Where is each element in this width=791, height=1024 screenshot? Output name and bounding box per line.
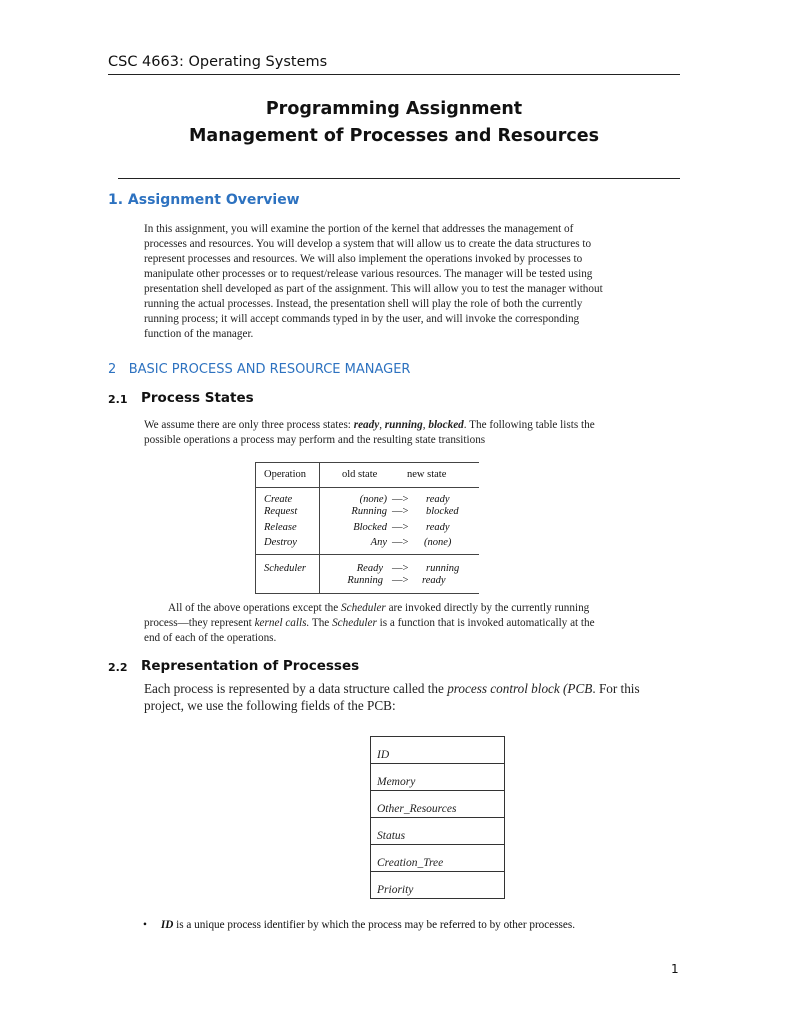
assignment-subtitle: Management of Processes and Resources	[189, 126, 599, 146]
table-column-divider	[319, 463, 320, 593]
table-header-divider	[256, 487, 479, 488]
body-line: running process; it will accept commands typed in by the user, and will invoke the corresponding	[144, 313, 580, 325]
table-row	[371, 818, 504, 845]
pcb-term: process control block (PCB	[447, 681, 593, 696]
old-state-cell: Running	[351, 506, 387, 517]
id-term: ID	[160, 919, 174, 931]
new-state-cell: ready	[426, 494, 450, 505]
new-state-cell: ready	[426, 522, 450, 533]
body-line: function of the manager.	[144, 328, 254, 340]
body-line: presentation shell developed as part of the assignment. This will allow you to test the manager without	[144, 283, 603, 295]
operations-note: All of the above operations except the Scheduler are invoked directly by the currently running process—they represent kernel calls. The Scheduler is a function that is invoked automatically at the end of each of the operations.	[144, 602, 595, 644]
old-state-cell: Running	[347, 575, 383, 586]
table-row	[371, 764, 504, 791]
state-running: running	[384, 419, 423, 431]
subsection-2-1-heading: Process States	[141, 390, 254, 406]
id-bullet	[143, 919, 575, 931]
header-old-state: old state	[342, 469, 378, 480]
old-state-cell: Ready	[356, 563, 383, 574]
old-state-cell: Blocked	[353, 522, 387, 533]
section-2-title: BASIC PROCESS AND RESOURCE MANAGER	[128, 362, 411, 377]
new-state-cell: (none)	[424, 537, 452, 548]
new-state-cell: blocked	[426, 506, 459, 517]
state-blocked: blocked	[428, 419, 464, 431]
op-release: Release	[264, 522, 297, 533]
pcb-field: Other_Resources	[377, 803, 457, 815]
transition-arrow: —>	[392, 522, 409, 533]
state-ready: ready	[353, 419, 380, 431]
op-request: Request	[264, 506, 298, 517]
pcb-fields-table	[370, 736, 505, 899]
body-line: processes and resources. You will develop a system that will allow us to create the data structures to	[144, 238, 592, 250]
subsection-2-1-number: 2.1	[108, 393, 128, 406]
transition-arrow: —>	[392, 494, 409, 505]
pcb-field: ID	[377, 749, 390, 761]
op-create: Create	[264, 494, 293, 505]
kernel-calls-term: kernel calls.	[254, 617, 310, 629]
process-states-intro: We assume there are only three process states: ready, running, blocked. The following table lists the possible operations a process may perform and the resulting state transitions	[144, 419, 595, 446]
subsection-2-2-number: 2.2	[108, 661, 128, 674]
table-row	[371, 791, 504, 818]
new-state-cell: ready	[422, 575, 446, 586]
old-state-cell: (none)	[359, 494, 387, 505]
state-transition-table	[255, 462, 479, 594]
new-state-cell: running	[426, 563, 460, 574]
assignment-title: Programming Assignment	[265, 99, 523, 119]
table-row	[371, 737, 504, 764]
subsection-2-2-heading: Representation of Processes	[141, 658, 360, 674]
scheduler-term: Scheduler	[332, 617, 377, 629]
header-new-state: new state	[407, 469, 447, 480]
section-1-body	[144, 222, 681, 342]
body-line: running the actual processes. Instead, the presentation shell will play the role of both the currently	[144, 298, 583, 310]
transition-arrow: —>	[392, 537, 409, 548]
scheduler-term: Scheduler	[341, 602, 386, 614]
pcb-field: Memory	[377, 776, 416, 788]
body-line: manipulate other processes or to request/release various resources. The manager will be tested using	[144, 268, 593, 280]
table-row	[371, 872, 504, 898]
op-destroy: Destroy	[264, 537, 297, 548]
page-number: 1	[671, 962, 679, 976]
section-1-heading: 1. Assignment Overview	[108, 192, 300, 208]
course-title: CSC 4663: Operating Systems	[108, 54, 328, 70]
old-state-cell: Any	[370, 537, 387, 548]
transition-arrow: —>	[392, 506, 409, 517]
table-row	[371, 845, 504, 872]
id-description: is a unique process identifier by which the process may be referred to by other processes.	[173, 919, 576, 931]
op-scheduler: Scheduler	[264, 563, 306, 574]
header-operation: Operation	[264, 469, 306, 480]
pcb-field: Status	[377, 830, 406, 842]
section-2-heading	[108, 362, 410, 377]
body-line: In this assignment, you will examine the portion of the kernel that addresses the management of	[144, 223, 574, 235]
bullet-mark: •	[143, 919, 147, 931]
pcb-field: Priority	[377, 884, 414, 896]
running-header	[108, 54, 680, 75]
pcb-intro: Each process is represented by a data structure called the process control block (PCB. For this project, we use the following fields of the PCB:	[144, 681, 640, 713]
body-line: represent processes and resources. We will also implement the operations invoked by processes to	[144, 253, 583, 265]
transition-arrow: —>	[392, 563, 409, 574]
table-scheduler-divider	[256, 554, 479, 555]
pcb-field: Creation_Tree	[377, 857, 444, 869]
title-divider	[118, 178, 680, 179]
section-2-number: 2	[108, 362, 117, 377]
transition-arrow: —>	[392, 575, 409, 586]
